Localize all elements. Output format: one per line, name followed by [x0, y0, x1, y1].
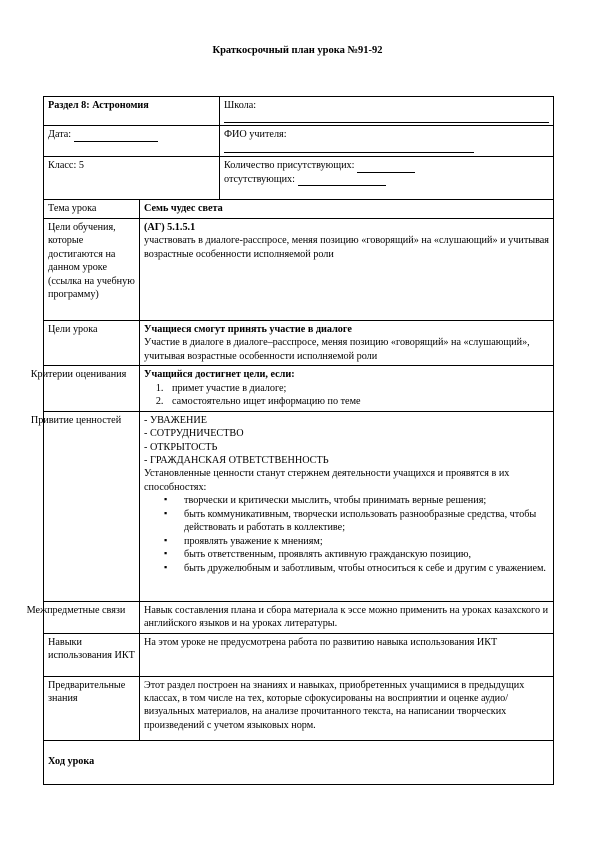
- row-progress: [44, 740, 554, 784]
- school-cell: [220, 97, 554, 126]
- values-intro: Установленные ценности станут стержнем деятельности учащихся и проявятся в их способностях:: [144, 468, 510, 493]
- date-label: Дата:: [48, 129, 72, 141]
- lesson-plan-table: [26, 96, 554, 785]
- goals-text: Участие в диалоге в диалоге–расспросе, меняя позицию «говорящий» на «слушающий», учитывая возрастные особенности исполняемой роли: [144, 337, 530, 362]
- value-dash: - СОТРУДНИЧЕСТВО: [144, 428, 244, 440]
- row-objectives: [44, 218, 554, 320]
- value-dash: - ОТКРЫТОСТЬ: [144, 441, 218, 453]
- values-bullet: ▪ быть ответственным, проявлять активную гражданскую позицию,: [174, 548, 549, 561]
- section-label: Раздел 8: Астрономия: [48, 100, 149, 111]
- section-cell: [44, 97, 220, 126]
- cross-text: Навык составления плана и сбора материала к эссе можно применить на уроках казахского и английского языков и на уроках литературы.: [144, 604, 549, 630]
- topic-label: Тема урока: [48, 203, 97, 215]
- row-values: [44, 411, 554, 601]
- present-label: Количество присутствующих:: [224, 160, 355, 172]
- criteria-item: 2. самостоятельно ищет информацию по теме: [166, 395, 549, 408]
- objectives-value-cell: [140, 218, 554, 320]
- goals-value-cell: [140, 320, 554, 365]
- topic-value-cell: [140, 200, 554, 218]
- document-title: Краткосрочный план урока №91-92: [212, 45, 383, 56]
- values-label: Привитие ценностей: [30, 414, 122, 426]
- criteria-list: [144, 382, 549, 409]
- date-cell: [44, 126, 220, 157]
- row-class: [44, 157, 554, 200]
- row-topic: [44, 200, 554, 218]
- prior-label-cell: [44, 676, 140, 740]
- school-label: Школа:: [224, 100, 257, 111]
- value-dash: - ГРАЖДАНСКАЯ ОТВЕТСТВЕННОСТЬ: [144, 454, 329, 466]
- criteria-value-cell: [140, 366, 554, 411]
- cross-label-cell: [26, 601, 140, 633]
- date-blank-line: [74, 131, 158, 142]
- objectives-text: участвовать в диалоге-расспросе, меняя позицию «говорящий» на «слушающий» и учитывая возрастные особенности исполняемой роли: [144, 235, 549, 260]
- attendance-cell: [220, 157, 554, 200]
- row-prior: [44, 676, 554, 740]
- teacher-cell: [220, 126, 554, 157]
- row-criteria: [44, 366, 554, 411]
- ict-label: Навыки использования ИКТ: [48, 636, 135, 661]
- topic-value: Семь чудес света: [144, 203, 223, 215]
- cross-label: Межпредметные связи: [26, 604, 126, 616]
- values-bullet: ▪ творчески и критически мыслить, чтобы принимать верные решения;: [174, 494, 549, 507]
- teacher-blank-line: [224, 144, 474, 153]
- class-cell: [44, 157, 220, 200]
- values-label-cell: [30, 411, 140, 601]
- values-bullets: [144, 494, 549, 575]
- absent-label: отсутствующих:: [224, 173, 295, 185]
- school-blank-line: [224, 114, 549, 123]
- teacher-label: ФИО учителя:: [224, 129, 287, 141]
- goals-lead: Учащиеся смогут принять участие в диалоге: [144, 323, 352, 335]
- ict-label-cell: [44, 633, 140, 676]
- criteria-item: 1. примет участие в диалоге;: [166, 382, 549, 395]
- objectives-label: Цели обучения, которые достигаются на данном уроке (ссылка на учебную программу): [48, 221, 135, 301]
- row-goals: [44, 320, 554, 365]
- prior-text: Этот раздел построен на знаниях и навыках, приобретенных учащимися в предыдущих классах, в том числе на тех, которые сфокусированы на восприятии и оценке аудио/визуальных материалов, на анализе прочитанного текста, на написании творческих произведений с учетом языковых норм.: [144, 679, 525, 731]
- cross-value-cell: [140, 601, 554, 633]
- criteria-lead: Учащийся достигнет цели, если:: [144, 369, 295, 381]
- topic-label-cell: [44, 200, 140, 218]
- values-bullet: ▪ проявлять уважение к мнениям;: [174, 535, 549, 548]
- ict-value-cell: [140, 633, 554, 676]
- row-cross: [44, 601, 554, 633]
- present-blank-line: [357, 162, 415, 173]
- values-bullet: ▪ быть коммуникативным, творчески использовать разнообразные средства, чтобы действовать и работать в коллективе;: [174, 508, 549, 535]
- goals-label: Цели урока: [48, 323, 98, 335]
- values-value-cell: [140, 411, 554, 601]
- absent-blank-line: [298, 175, 386, 186]
- progress-cell: [44, 740, 554, 784]
- class-label: Класс: 5: [48, 160, 84, 172]
- values-bullet: ▪ быть дружелюбным и заботливым, чтобы относиться к себе и другим с уважением.: [174, 562, 549, 575]
- goals-label-cell: [44, 320, 140, 365]
- criteria-label-cell: [30, 366, 140, 411]
- objectives-label-cell: [44, 218, 140, 320]
- row-ict: [44, 633, 554, 676]
- prior-label: Предварительные знания: [48, 679, 126, 704]
- prior-value-cell: [140, 676, 554, 740]
- progress-label: Ход урока: [48, 756, 95, 768]
- objectives-code: (АГ) 5.1.5.1: [144, 221, 196, 233]
- criteria-label: Критерии оценивания: [30, 369, 127, 381]
- row-section: [44, 97, 554, 126]
- value-dash: - УВАЖЕНИЕ: [144, 414, 207, 426]
- row-date: [44, 126, 554, 157]
- ict-text: На этом уроке не предусмотрена работа по развитию навыка использования ИКТ: [144, 636, 498, 648]
